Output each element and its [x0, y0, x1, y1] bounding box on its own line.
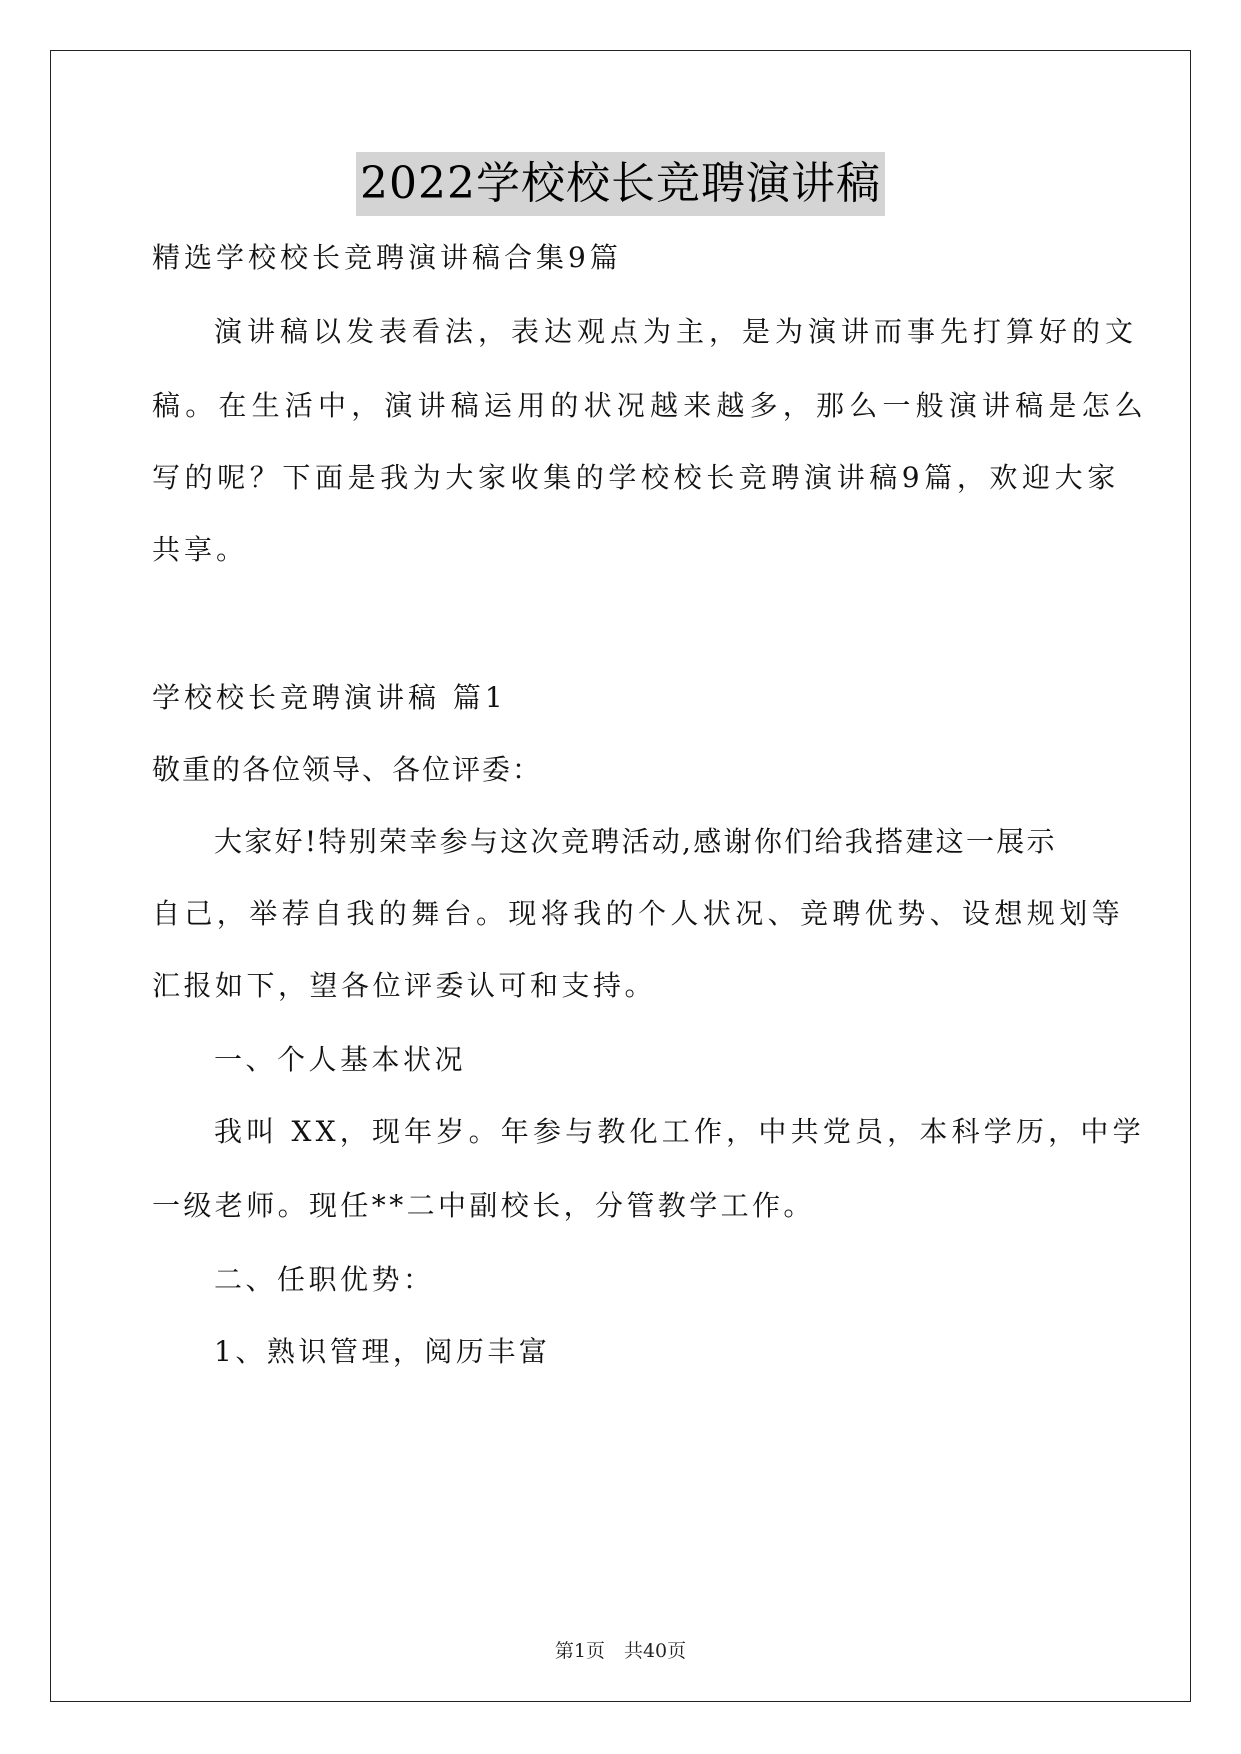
intro-line-2: 稿。在生活中，演讲稿运用的状况越来越多，那么一般演讲稿是怎么 — [152, 389, 1149, 422]
body-line-6: 一级老师。现任**二中副校长，分管教学工作。 — [152, 1189, 815, 1222]
body-line-8: 1、熟识管理，阅历丰富 — [214, 1335, 551, 1368]
salutation: 敬重的各位领导、各位评委： — [152, 753, 543, 786]
body-line-7: 二、任职优势： — [214, 1263, 435, 1296]
document-title: 2022学校校长竞聘演讲稿 — [356, 152, 885, 216]
body-line-5: 我叫 XX，现年岁。年参与教化工作，中共党员，本科学历，中学 — [214, 1115, 1145, 1148]
body-line-4: 一、个人基本状况 — [214, 1043, 467, 1076]
body-line-3: 汇报如下，望各位评委认可和支持。 — [152, 969, 657, 1002]
body-line-1: 大家好!特别荣幸参与这次竞聘活动,感谢你们给我搭建这一展示 — [214, 825, 1057, 858]
intro-line-4: 共享。 — [152, 533, 249, 566]
intro-line-3: 写的呢？下面是我为大家收集的学校校长竞聘演讲稿9篇，欢迎大家 — [152, 461, 1120, 494]
page-border — [50, 50, 1191, 1702]
page-footer: 第1页 共40页 — [554, 1640, 687, 1662]
document-subtitle: 精选学校校长竞聘演讲稿合集9篇 — [152, 241, 622, 274]
intro-line-1: 演讲稿以发表看法，表达观点为主，是为演讲而事先打算好的文 — [214, 315, 1139, 348]
section-heading: 学校校长竞聘演讲稿 篇1 — [152, 681, 507, 714]
body-line-2: 自己，举荐自我的舞台。现将我的个人状况、竞聘优势、设想规划等 — [152, 897, 1125, 930]
